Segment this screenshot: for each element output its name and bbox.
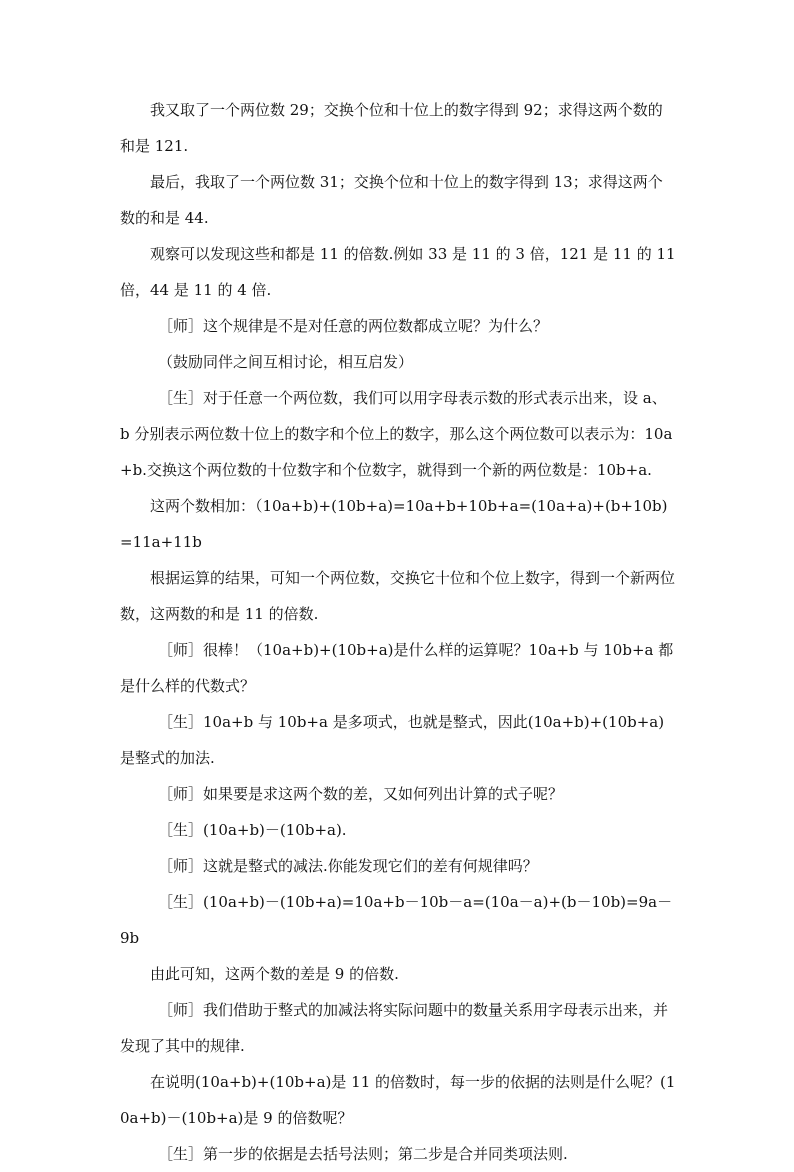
paragraph-student-line: ［生］对于任意一个两位数，我们可以用字母表示数的形式表示出来，设 a、b 分别表示两位数十位上的数字和个位上的数字，那么这个两位数可以表示为：10a+b.交换这个两位数的十位数字和个位数字，就得到一个新的两位数是：10b+a. [120, 389, 673, 479]
paragraph-teacher-line: ［师］这就是整式的减法.你能发现它们的差有何规律吗？ [158, 857, 538, 875]
paragraph-student-line: ［生］(10a+b)－(10b+a)=10a+b－10b－a=(10a－a)+(b－10b)=9a－9b [120, 893, 673, 947]
paragraph-student-line: ［生］10a+b 与 10b+a 是多项式，也就是整式，因此(10a+b)+(10b+a)是整式的加法. [120, 713, 665, 767]
paragraph-teacher-line: ［师］很棒！（10a+b)+(10b+a)是什么样的运算呢？10a+b 与 10b+a 都是什么样的代数式？ [120, 641, 674, 695]
paragraph-teacher-line: ［师］我们借助于整式的加减法将实际问题中的数量关系用字母表示出来，并发现了其中的规律. [120, 1001, 669, 1055]
paragraph-narrative: 由此可知，这两个数的差是 9 的倍数. [150, 965, 399, 983]
paragraph-narrative: 根据运算的结果，可知一个两位数，交换它十位和个位上数字，得到一个新两位数，这两数的和是 11 的倍数. [120, 569, 676, 623]
paragraph-narrative: 我又取了一个两位数 29；交换个位和十位上的数字得到 92；求得这两个数的和是 121. [120, 101, 663, 155]
paragraph-equation: 这两个数相加：（10a+b)+(10b+a)=10a+b+10b+a=(10a+a)+(b+10b)=11a+11b [120, 497, 668, 551]
paragraph-narrative: 观察可以发现这些和都是 11 的倍数.例如 33 是 11 的 3 倍，121 是 11 的 11 倍，44 是 11 的 4 倍. [120, 245, 676, 299]
paragraph-student-line: ［生］第一步的依据是去括号法则；第二步是合并同类项法则. [158, 1145, 568, 1163]
paragraph-narrative: 在说明(10a+b)+(10b+a)是 11 的倍数时，每一步的依据的法则是什么呢？(10a+b)－(10b+a)是 9 的倍数呢？ [120, 1073, 676, 1127]
paragraph-stage-direction: （鼓励同伴之间互相讨论，相互启发） [158, 353, 414, 371]
document-body [120, 92, 676, 1172]
paragraph-narrative: 最后，我取了一个两位数 31；交换个位和十位上的数字得到 13；求得这两个数的和是 44. [120, 173, 663, 227]
paragraph-teacher-line: ［师］这个规律是不是对任意的两位数都成立呢？为什么？ [158, 317, 549, 335]
paragraph-student-line: ［生］(10a+b)－(10b+a). [158, 821, 347, 839]
paragraph-teacher-line: ［师］如果要是求这两个数的差，又如何列出计算的式子呢？ [158, 785, 564, 803]
